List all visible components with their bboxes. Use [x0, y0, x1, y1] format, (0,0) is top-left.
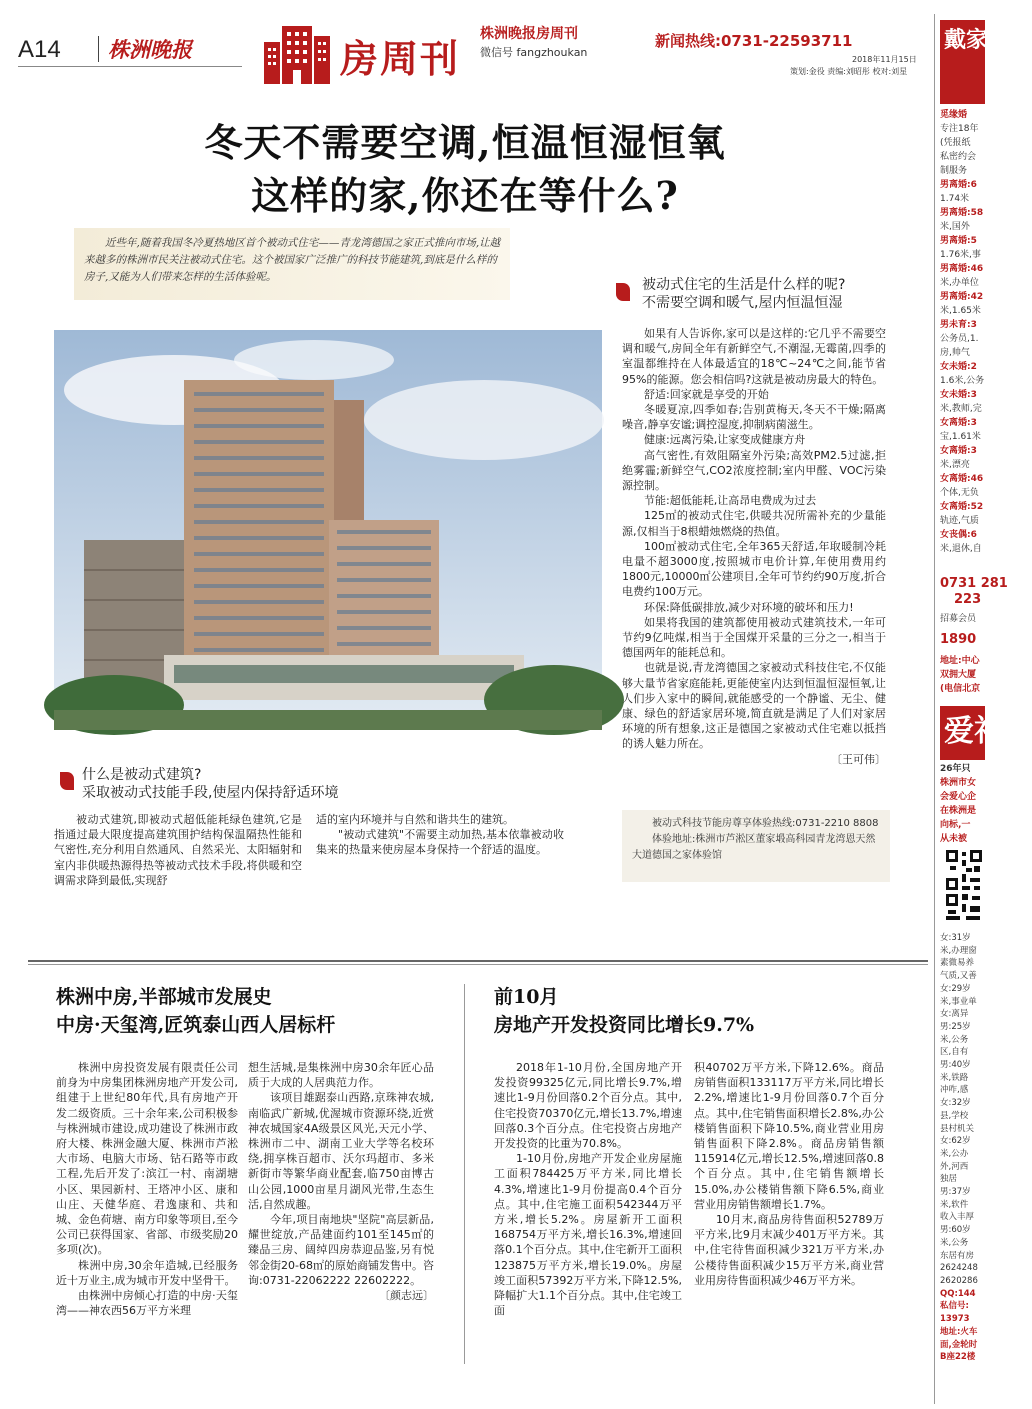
- investment-col-2: [694, 1060, 884, 1288]
- paragraph: 由株洲中房倾心打造的中房·天玺湾——神农西56万平方米理: [56, 1289, 238, 1318]
- sidebar-line: 轨迹,气质: [940, 516, 979, 526]
- sidebar-line: 米,国外: [940, 222, 970, 232]
- sidebar-line: 冲咋,感: [940, 1085, 969, 1096]
- building-icon: [258, 22, 334, 84]
- paragraph: 今年,项目南地块"坚院"高层新品,耀世绽放,产品建面约101至145㎡的臻品三房、阔绰四房恭迎品鉴,另有悦邻金街20-68㎡的原始商铺发售中。咨询:0731-22062222 22602222。: [248, 1213, 434, 1287]
- issue-date: 2018年11月15日: [852, 55, 917, 64]
- paragraph: 2018年1-10月份,全国房地产开发投资99325亿元,同比增长9.7%,增速比1-9月份回落0.2个百分点。其中,住宅投资70370亿元,增长13.7%,增速回落0.3个百分点。住宅投资占房地产开发投资的比重为70.8%。: [494, 1061, 682, 1151]
- sidebar-line: 男:60岁: [940, 1225, 971, 1236]
- sidebar-line: 素微易养: [940, 958, 975, 969]
- sidebar-line: 私密约会: [940, 152, 977, 162]
- paragraph: 积40702万平方米,下降12.6%。商品房销售面积133117万平方米,同比增长2.2%,增速比1-9月份回落0.7个百分点。其中,住宅销售面积增长2.8%,办公楼销售面积下降10.5%,商业营业用房销售面积下降2.8%。商品房销售额115914亿元,增长12.5%,增速回落0.8个百分点。其中,住宅销售额增长15.0%,办公楼销售额下降6.5%,商业营业用房销售额增长1.7%。: [694, 1061, 884, 1211]
- sidebar-line: 独居: [940, 1174, 958, 1185]
- sidebar-ad-text: [940, 762, 985, 846]
- sidebar-ad-title: 爱神: [940, 706, 985, 760]
- sidebar-line: 米,退休,自: [940, 544, 982, 554]
- sidebar-line: 男离婚:6: [940, 180, 977, 190]
- page-number: A14: [18, 36, 61, 63]
- zhongfang-title-2: 中房·天玺湾,匠筑泰山西人居标杆: [56, 1014, 336, 1036]
- sidebar-line: 会爱心企: [940, 792, 977, 802]
- paragraph: 125㎡的被动式住宅,供暖共况所需补充的少量能源,仅相当于8根蜡烛燃烧的热值。: [622, 509, 886, 538]
- sidebar-line: 女离婚:3: [940, 418, 977, 428]
- sidebar-line: 女未婚:2: [940, 362, 977, 372]
- paragraph: 该项目雄踞泰山西路,京珠神农城,南临武广新城,优渥城市资源环绕,近赏神农城国家4A级景区风光,天元小学、株洲市二中、湖南工业大学等名校环绕,拥享株百超市、沃尔玛超市、多米新街市等繁华商业配套,临750亩博古山公园,1000亩星月湖风光带,生态生活,自然成趣。: [248, 1091, 434, 1211]
- paragraph: 健康:远离污染,让家变成健康方舟: [644, 433, 806, 447]
- sidebar-line: 男:25岁: [940, 1021, 971, 1032]
- header-separator: [98, 36, 99, 62]
- sidebar-line: 2620286: [940, 1275, 978, 1286]
- sidebar-line: 地址:火车: [940, 1326, 978, 1337]
- paragraph: 如果将我国的建筑都使用被动式建筑技术,一年可节约9亿吨煤,相当于全国煤开采量的三分之一,相当于德国两年的能耗总和。: [622, 615, 886, 660]
- news-hotline: 新闻热线:0731-22593711: [655, 32, 853, 50]
- sidebar-line: 男:40岁: [940, 1060, 971, 1071]
- column-divider: [464, 984, 465, 1364]
- sidebar-line: 男离婚:46: [940, 264, 984, 274]
- sidebar-line: 米,事业单: [940, 996, 977, 1007]
- left-section-title-1: 什么是被动式建筑?: [82, 767, 202, 783]
- building-photo: [54, 330, 602, 730]
- editor-credits: 策划:金役 责编:刘昭彤 校对:刘星: [790, 67, 908, 76]
- zhongfang-col-2: [248, 1060, 434, 1303]
- paragraph: 高气密性,有效阻隔室外污染;高效PM2.5过滤,拒绝雾霾;新鲜空气,CO2浓度控制;室内甲醛、VOC污染源控制。: [622, 448, 886, 493]
- sidebar-line: 房,帅气: [940, 348, 970, 358]
- sidebar-line: 米,公办: [940, 1148, 969, 1159]
- sidebar-classified-list-2: [940, 932, 985, 1364]
- sidebar-line: 米,1.65米: [940, 306, 981, 316]
- paragraph: 想生活城,是集株洲中房30余年匠心品质于大成的人居典范力作。: [248, 1061, 434, 1090]
- sidebar-line: 女离婚:52: [940, 502, 984, 512]
- paragraph: 舒适:回家就是享受的开始: [644, 387, 769, 401]
- paragraph: 环保:降低碳排放,减少对环境的破坏和压力!: [644, 600, 854, 614]
- sidebar-line: QQ:144: [940, 1288, 976, 1299]
- sidebar-promo: 招募会员: [940, 614, 977, 624]
- sidebar-line: 米,教师,完: [940, 404, 982, 414]
- paragraph: 100㎡被动式住宅,全年365天舒适,年取暖制冷耗电量不超3000度,按照城市电价计算,年使用费用约1800元,10000㎡公建项目,全年可节约约90万度,折合电费约100万元。: [622, 539, 886, 599]
- sidebar-promo-phone: 1890: [940, 632, 977, 647]
- section-marker: [60, 772, 74, 790]
- sidebar-phone-1: 0731 281: [940, 576, 1008, 591]
- sidebar-line: 13973: [940, 1314, 970, 1325]
- sidebar-line: 在株洲是: [940, 806, 977, 816]
- sidebar-line: 女未婚:3: [940, 390, 977, 400]
- sidebar-line: 26年只: [940, 764, 971, 774]
- right-section-body: [622, 326, 886, 767]
- paragraph: 如果有人告诉你,家可以是这样的:它几乎不需要空调和暖气,房间全年有新鲜空气,不潮湿,无霉菌,四季的室温都维持在人体最适宜的18℃~24℃之间,能节省95%的能源。您会相信吗?这就是被动房最大的特色。: [622, 327, 886, 386]
- qr-code-icon: [944, 848, 984, 924]
- section-title: 房周刊: [340, 36, 461, 81]
- sidebar-line: 米,铁路: [940, 1072, 969, 1083]
- sidebar-line: 公务员,1.: [940, 334, 979, 344]
- sidebar-line: 女:62岁: [940, 1136, 971, 1147]
- intro-text: 近些年,随着我国冬冷夏热地区首个被动式住宅——青龙湾德国之家正式推向市场,让越来越多的株洲市民关注被动式住宅。这个被国家广泛推广的科技节能建筑,到底是什么样的房子,又能为人们带来怎样的生活体验呢。: [84, 237, 501, 283]
- paragraph: 冬暖夏凉,四季如春;告别黄梅天,冬天不干燥;隔离噪音,静享安谧;调控湿度,抑制病菌滋生。: [622, 403, 886, 432]
- sidebar-line: 东居有房: [940, 1250, 975, 1261]
- supplement-title: 株洲晚报房周刊: [480, 26, 578, 42]
- sidebar-address-1: 地址:中心: [940, 656, 980, 666]
- sidebar-line: 株洲市女: [940, 778, 977, 788]
- sidebar-line: 宝,1.61米: [940, 432, 981, 442]
- headline-line-2: 这样的家,你还在等什么?: [251, 173, 679, 218]
- sidebar-line: 向标,一: [940, 820, 971, 830]
- sidebar-line: 县,学校: [940, 1110, 969, 1121]
- author-signature: 〔王可伟〕: [831, 752, 886, 766]
- sidebar-line: 米,办理窗: [940, 945, 977, 956]
- header-rule: [18, 66, 242, 67]
- experience-address: 体验地址:株洲市芦淞区董家塅高科园青龙湾恩天然大道德国之家体验馆: [632, 834, 876, 861]
- paragraph: 株洲中房投资发展有限责任公司前身为中房集团株洲房地产开发公司,组建于上世纪80年代,具有房地产开发二级资质。三十余年来,公司积极参与株洲城市建设,成功建设了株洲市政府大楼、株洲金融大厦、株洲市芦淞大市场、电脑大市场、钻石路等市政工程,先后开发了:滨江一村、南湖塘小区、果园新村、王塔冲小区、康和山庄、天健华庭、君逸康和、共和城、金色荷塘、南方印象等项目,至今公司已获得国家、省部、市级奖励20多项(次)。: [56, 1061, 238, 1257]
- sidebar-line: 女:32岁: [940, 1098, 971, 1109]
- investment-title-1: 前10月: [494, 986, 559, 1008]
- experience-hotline: 被动式科技节能房尊享体验热线:0731-2210 8808: [652, 818, 879, 829]
- sidebar-line: 专注18年: [940, 124, 979, 134]
- sidebar-line: 女:离异: [940, 1009, 969, 1020]
- zhongfang-title-1: 株洲中房,半部城市发展史: [56, 986, 272, 1008]
- sidebar-line: 男离婚:5: [940, 236, 977, 246]
- paragraph: "被动式建筑"不需要主动加热,基本依靠被动收集来的热量来使房屋本身保持一个舒适的温度。: [316, 828, 564, 857]
- left-section-title-2: 采取被动式技能手段,使屋内保持舒适环境: [82, 785, 339, 801]
- sidebar-line: 男未育:3: [940, 320, 977, 330]
- sidebar-line: 女离婚:3: [940, 446, 977, 456]
- paragraph: 10月末,商品房待售面积52789万平方米,比9月末减少401万平方米。其中,住宅待售面积减少321万平方米,办公楼待售面积减少15万平方米,商业营业用房待售面积减少46万平方米。: [694, 1213, 884, 1287]
- section-divider: [28, 964, 928, 965]
- sidebar-line: 男离婚:58: [940, 208, 984, 218]
- paragraph: 1-10月份,房地产开发企业房屋施工面积784425万平方米,同比增长4.3%,增速比1-9月份提高0.4个百分点。其中,住宅施工面积542344万平方米,增长5.2%。房屋新开工面积168754万平方米,增长16.3%,增速回落0.1个百分点。其中,住宅新开工面积123875万平方米,增长19.0%。房屋竣工面积57392万平方米,下降12.5%,降幅扩大1.1个百分点。其中,住宅竣工面: [494, 1152, 682, 1318]
- paragraph: 也就是说,青龙湾德国之家被动式科技住宅,不仅能够大量节省家庭能耗,更能使室内达到恒温恒湿恒氧,让人们步入家中的瞬间,就能感受的一个静谧、无尘、健康、绿色的舒适家居环境,简直就是满足了人们对家居环境的所有想象,这正是德国之家被动式住宅难以抵挡的诱人魅力所在。: [622, 661, 886, 751]
- section-divider: [28, 960, 928, 962]
- paper-logo: 株洲晚报: [108, 37, 192, 62]
- paragraph: 适的室内环境并与自然和谐共生的建筑。: [316, 813, 514, 826]
- sidebar-line: 面,金轮时: [940, 1339, 978, 1350]
- sidebar-line: 女:31岁: [940, 933, 971, 943]
- sidebar-line: (凭报纸: [940, 138, 971, 148]
- info-text: [632, 816, 884, 864]
- sidebar-line: 女离婚:46: [940, 474, 984, 484]
- sidebar-line: 收入丰厚: [940, 1212, 975, 1223]
- sidebar-line: 1.6米,公务: [940, 376, 985, 386]
- sidebar-address-2: 双拥大厦: [940, 670, 977, 680]
- headline-line-1: 冬天不需要空调,恒温恒湿恒氧: [204, 120, 726, 165]
- paragraph: 节能:超低能耗,让高昂电费成为过去: [644, 494, 817, 508]
- sidebar-divider: [934, 14, 935, 1404]
- sidebar-line: 男离婚:42: [940, 292, 984, 302]
- sidebar-line: 男:37岁: [940, 1187, 971, 1198]
- sidebar-line: B座22楼: [940, 1352, 976, 1363]
- left-section-col-1: 被动式建筑,即被动式超低能耗绿色建筑,它是指通过最大限度提高建筑围护结构保温隔热性能和气密性,充分利用自然通风、自然采光、太阳辐射和室内非供暖热源得热等被动式技术手段,将供暖和空调需求降到最低,实现舒: [54, 813, 302, 887]
- investment-col-1: [494, 1060, 682, 1318]
- right-section-title-1: 被动式住宅的生活是什么样的呢?: [642, 277, 846, 293]
- sidebar-line: 气质,又善: [940, 971, 977, 982]
- sidebar-line: 个体,无负: [940, 488, 979, 498]
- wechat-id: 微信号 fangzhoukan: [480, 46, 588, 59]
- sidebar-line: 1.76米,事: [940, 250, 981, 260]
- sidebar-line: 觅缘婚: [940, 110, 968, 120]
- sidebar-phone-2: 223: [954, 592, 982, 607]
- sidebar-line: 私信号:: [940, 1301, 969, 1312]
- sidebar-title: 戴家株洲: [940, 20, 985, 104]
- sidebar-line: 米,软件: [940, 1199, 969, 1210]
- sidebar-line: 米,公务: [940, 1237, 969, 1248]
- sidebar-line: 2624248: [940, 1263, 978, 1274]
- sidebar-address-3: (电信北京: [940, 684, 981, 694]
- sidebar-classified-list: [940, 108, 985, 556]
- sidebar-line: 米,漂亮: [940, 460, 970, 470]
- paragraph: 株洲中房,30余年造城,已经服务近十万业主,成为城市开发中坚骨干。: [56, 1258, 238, 1287]
- sidebar-line: 1.74米: [940, 194, 970, 204]
- section-marker: [616, 283, 630, 301]
- investment-title-2: 房地产开发投资同比增长9.7%: [494, 1014, 755, 1036]
- author-signature: 〔颜志远〕: [379, 1289, 434, 1303]
- sidebar-line: 制服务: [940, 166, 968, 176]
- right-section-title-2: 不需要空调和暖气,屋内恒温恒湿: [642, 295, 843, 311]
- sidebar-line: 县村机关: [940, 1123, 975, 1134]
- sidebar-line: 外,河西: [940, 1161, 969, 1172]
- zhongfang-col-1: [56, 1060, 238, 1318]
- left-section-col-2: [316, 812, 564, 858]
- sidebar-line: 区,自有: [940, 1047, 969, 1058]
- sidebar-line: 女:29岁: [940, 983, 971, 994]
- sidebar-line: 米,公务: [940, 1034, 969, 1045]
- sidebar-line: 米,办单位: [940, 278, 979, 288]
- sidebar-line: 从未被: [940, 834, 968, 844]
- sidebar-line: 女丧偶:6: [940, 530, 977, 540]
